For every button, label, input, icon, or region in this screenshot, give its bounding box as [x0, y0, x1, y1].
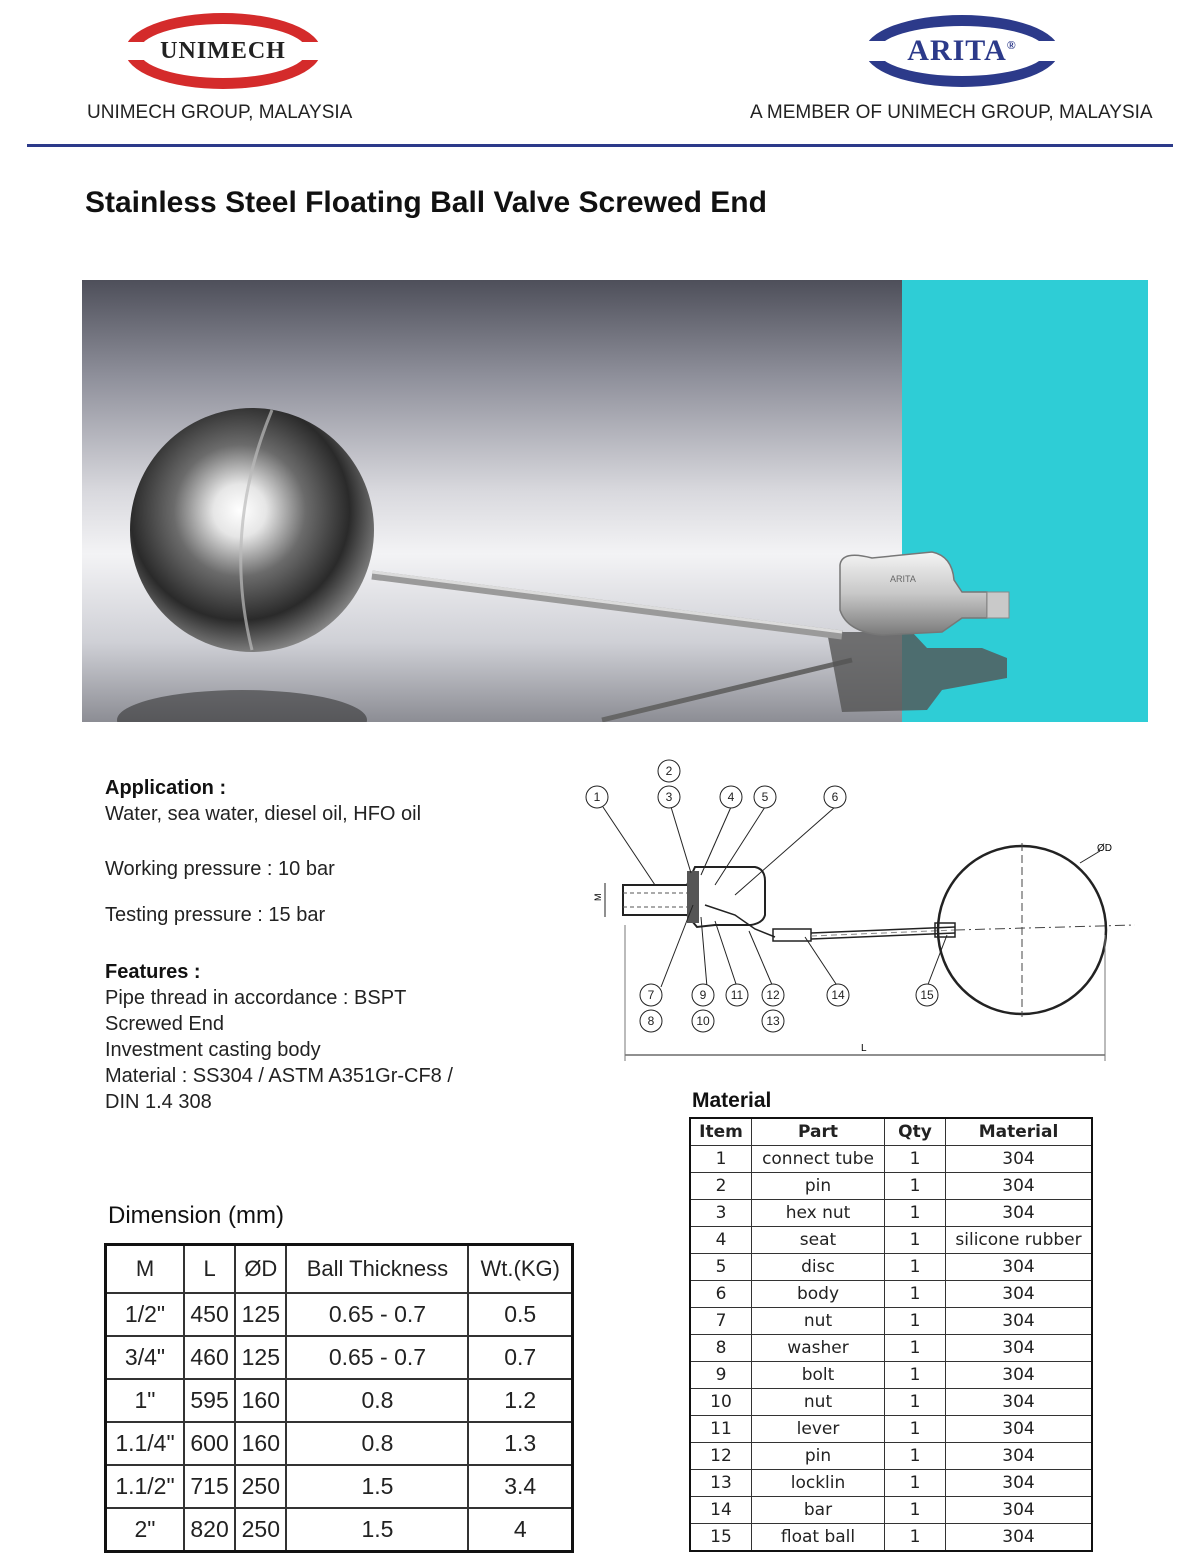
cell: 600	[184, 1422, 235, 1465]
cell: seat	[752, 1227, 885, 1254]
cell: 12	[690, 1443, 752, 1470]
callout-11: 11	[730, 988, 744, 1002]
callout-1: 1	[593, 790, 601, 804]
valve-illustration	[82, 280, 1148, 722]
cell: 304	[946, 1335, 1093, 1362]
page-title: Stainless Steel Floating Ball Valve Screwed End	[85, 186, 767, 219]
cell: 1.1/2"	[106, 1465, 184, 1508]
cell: 304	[946, 1200, 1093, 1227]
cell: connect tube	[752, 1146, 885, 1173]
cell: hex nut	[752, 1200, 885, 1227]
table-row	[106, 1379, 573, 1422]
cell: 1	[885, 1254, 946, 1281]
cell: 125	[235, 1336, 286, 1379]
cell: 3.4	[468, 1465, 572, 1508]
cell: 304	[946, 1254, 1093, 1281]
cell: 10	[690, 1389, 752, 1416]
cell: 1	[885, 1308, 946, 1335]
product-photo	[82, 280, 1148, 722]
arita-logo-text	[862, 34, 1062, 68]
dimension-table	[104, 1243, 574, 1553]
arita-name: ARITA	[907, 34, 1007, 67]
left-tagline: UNIMECH GROUP, MALAYSIA	[87, 102, 353, 123]
callout-3: 3	[665, 790, 673, 804]
cell: 125	[235, 1293, 286, 1336]
col-header-d: ØD	[235, 1245, 286, 1294]
callout-10: 10	[696, 1014, 710, 1028]
cell: 9	[690, 1362, 752, 1389]
diameter-label: ØD	[1097, 843, 1112, 854]
cell: pin	[752, 1443, 885, 1470]
technical-drawing	[575, 755, 1135, 1075]
testing-pressure: Testing pressure : 15 bar	[105, 904, 326, 926]
table-row	[106, 1336, 573, 1379]
unimech-logo	[122, 10, 324, 92]
cell: 1	[885, 1524, 946, 1552]
table-row	[690, 1335, 1092, 1362]
cell: 4	[468, 1508, 572, 1552]
callout-2: 2	[665, 764, 673, 778]
features-section	[105, 959, 453, 1115]
callout-9: 9	[699, 988, 707, 1002]
cell: 304	[946, 1362, 1093, 1389]
cell: 1	[885, 1470, 946, 1497]
col-header-ball-thickness: Ball Thickness	[286, 1245, 468, 1294]
cell: 160	[235, 1379, 286, 1422]
l-label: L	[861, 1043, 867, 1054]
photo-logo-mark: ARITA	[890, 574, 916, 584]
table-row	[106, 1422, 573, 1465]
cell: 304	[946, 1497, 1093, 1524]
table-row	[690, 1146, 1092, 1173]
material-table	[689, 1117, 1093, 1552]
callout-13: 13	[766, 1014, 780, 1028]
callout-12: 12	[766, 988, 780, 1002]
cell: 250	[235, 1508, 286, 1552]
cell: bolt	[752, 1362, 885, 1389]
header-divider	[27, 144, 1173, 147]
cell: 1.5	[286, 1508, 468, 1552]
col-header-material: Material	[946, 1118, 1093, 1146]
col-header-item: Item	[690, 1118, 752, 1146]
cell: 1"	[106, 1379, 184, 1422]
cell: 1	[885, 1227, 946, 1254]
cell: pin	[752, 1173, 885, 1200]
table-row	[690, 1362, 1092, 1389]
cell: 0.8	[286, 1422, 468, 1465]
cell: 1.2	[468, 1379, 572, 1422]
table-row	[690, 1227, 1092, 1254]
cell: 304	[946, 1389, 1093, 1416]
feature-line: DIN 1.4 308	[105, 1091, 212, 1113]
cell: 1	[885, 1146, 946, 1173]
col-header-weight: Wt.(KG)	[468, 1245, 572, 1294]
cell: 2"	[106, 1508, 184, 1552]
cell: 3	[690, 1200, 752, 1227]
features-label: Features :	[105, 961, 201, 983]
cell: silicone rubber	[946, 1227, 1093, 1254]
cell: 304	[946, 1308, 1093, 1335]
callout-15: 15	[920, 988, 934, 1002]
table-row	[690, 1443, 1092, 1470]
cell: nut	[752, 1308, 885, 1335]
cell: 1	[885, 1281, 946, 1308]
cell: nut	[752, 1389, 885, 1416]
cell: 0.5	[468, 1293, 572, 1336]
cell: 460	[184, 1336, 235, 1379]
table-row	[690, 1254, 1092, 1281]
m-label: M	[593, 893, 603, 901]
cell: 304	[946, 1524, 1093, 1552]
cell: 304	[946, 1146, 1093, 1173]
cell: 4	[690, 1227, 752, 1254]
cell: 304	[946, 1173, 1093, 1200]
cell: 0.65 - 0.7	[286, 1336, 468, 1379]
cell: 304	[946, 1416, 1093, 1443]
working-pressure: Working pressure : 10 bar	[105, 858, 335, 880]
material-title: Material	[692, 1089, 772, 1112]
cell: 1.3	[468, 1422, 572, 1465]
cell: 11	[690, 1416, 752, 1443]
cell: 7	[690, 1308, 752, 1335]
col-header-l: L	[184, 1245, 235, 1294]
callout-4: 4	[727, 790, 735, 804]
table-row	[106, 1465, 573, 1508]
table-row	[690, 1416, 1092, 1443]
cell: lever	[752, 1416, 885, 1443]
cell: 250	[235, 1465, 286, 1508]
cell: 15	[690, 1524, 752, 1552]
callout-7: 7	[647, 988, 655, 1002]
cell: 0.8	[286, 1379, 468, 1422]
cell: 1	[885, 1497, 946, 1524]
callout-8: 8	[647, 1014, 655, 1028]
unimech-logo-text: UNIMECH	[160, 38, 286, 64]
cell: 6	[690, 1281, 752, 1308]
application-section	[105, 775, 421, 827]
cell: 1	[885, 1416, 946, 1443]
cell: bar	[752, 1497, 885, 1524]
cell: 304	[946, 1281, 1093, 1308]
col-header-qty: Qty	[885, 1118, 946, 1146]
feature-line: Screwed End	[105, 1013, 224, 1035]
table-row	[690, 1200, 1092, 1227]
cell: 1	[885, 1200, 946, 1227]
table-row	[690, 1173, 1092, 1200]
cell: 14	[690, 1497, 752, 1524]
right-tagline: A MEMBER OF UNIMECH GROUP, MALAYSIA	[750, 102, 1153, 123]
table-header-row	[106, 1245, 573, 1294]
cell: locklin	[752, 1470, 885, 1497]
cell: 1	[885, 1173, 946, 1200]
dimension-title: Dimension (mm)	[108, 1202, 285, 1229]
application-value: Water, sea water, diesel oil, HFO oil	[105, 803, 422, 825]
cell: 820	[184, 1508, 235, 1552]
cell: 450	[184, 1293, 235, 1336]
cell: 2	[690, 1173, 752, 1200]
application-label: Application :	[105, 777, 227, 799]
cell: 1.1/4"	[106, 1422, 184, 1465]
cell: washer	[752, 1335, 885, 1362]
callout-6: 6	[831, 790, 839, 804]
cell: 1	[885, 1443, 946, 1470]
cell: float ball	[752, 1524, 885, 1552]
cell: 1	[885, 1362, 946, 1389]
cell: 13	[690, 1470, 752, 1497]
cell: 304	[946, 1443, 1093, 1470]
callout-14: 14	[831, 988, 845, 1002]
cell: 595	[184, 1379, 235, 1422]
cell: body	[752, 1281, 885, 1308]
cell: 1	[690, 1146, 752, 1173]
table-row	[690, 1308, 1092, 1335]
registered-mark: ®	[1006, 38, 1017, 52]
cell: 160	[235, 1422, 286, 1465]
cell: 1	[885, 1389, 946, 1416]
cell: 3/4"	[106, 1336, 184, 1379]
cell: 1	[885, 1335, 946, 1362]
cell: 1/2"	[106, 1293, 184, 1336]
table-row	[690, 1470, 1092, 1497]
feature-line: Material : SS304 / ASTM A351Gr-CF8 /	[105, 1065, 453, 1087]
cell: 715	[184, 1465, 235, 1508]
table-row	[690, 1524, 1092, 1552]
cell: 5	[690, 1254, 752, 1281]
table-row	[690, 1497, 1092, 1524]
cell: disc	[752, 1254, 885, 1281]
feature-line: Investment casting body	[105, 1039, 321, 1061]
cell: 8	[690, 1335, 752, 1362]
cell: 0.7	[468, 1336, 572, 1379]
feature-line: Pipe thread in accordance : BSPT	[105, 987, 407, 1009]
table-row	[690, 1281, 1092, 1308]
cell: 0.65 - 0.7	[286, 1293, 468, 1336]
col-header-part: Part	[752, 1118, 885, 1146]
table-header-row	[690, 1118, 1092, 1146]
table-row	[690, 1389, 1092, 1416]
arita-logo	[862, 12, 1062, 90]
table-row	[106, 1508, 573, 1552]
callout-5: 5	[761, 790, 769, 804]
col-header-m: M	[106, 1245, 184, 1294]
cell: 1.5	[286, 1465, 468, 1508]
cell: 304	[946, 1470, 1093, 1497]
table-row	[106, 1293, 573, 1336]
